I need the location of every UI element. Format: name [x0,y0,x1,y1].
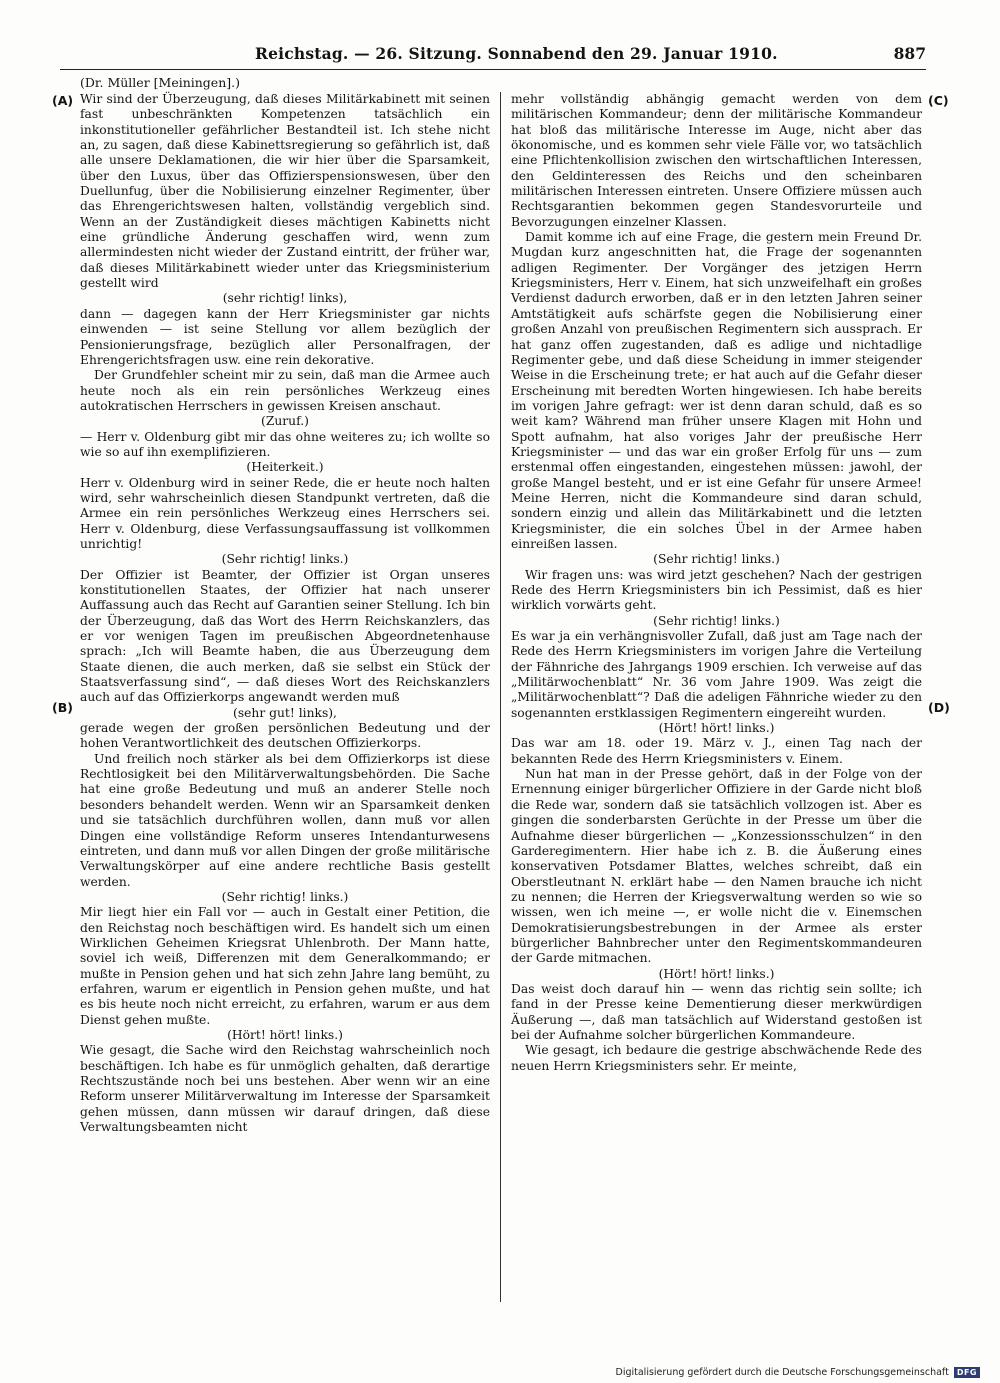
interjection: (Zuruf.) [261,414,309,429]
paragraph: Es war ja ein verhängnisvoller Zufall, daß just am Tage nach der Rede des Herrn Kriegsministers im vorigen Jahre die Verteilung der Fähnriche des Jahrgangs 1909 erschien. Ich verweise auf das „Militärwochenblatt“ Nr. 36 vom Jahre 1909. Was zeigt die „Militärwochenblatt“? Daß die adeligen Fähnriche wieder zu den sogenannten erstklassigen Regimentern eingereiht wurden. [511,629,922,720]
paragraph: mehr vollständig abhängig gemacht werden von dem militärischen Kommandeur; denn der militärische Kommandeur hat bloß das militärische Interesse im Auge, nicht aber das ökonomische, und es kommen sehr viele Fälle vor, wo tatsächlich eine Pflichtenkollision zwischen den wirtschaftlichen Interessen, den Geldinteressen des Reichs und den scheinbaren militärischen Interessen eintreten. Unsere Offiziere müssen auch Rechtsgarantien bekommen gegen Standesvorurteile und Bevorzugungen einzelner Klassen. [511,92,922,229]
paragraph: dann — dagegen kann der Herr Kriegsminister gar nichts einwenden — ist seine Stellung vor allem bezüglich der Pensionierungsfrage, bezüglich aller Personalfragen, der Ehrengerichtsfragen usw. eine rein dekorative. [80,306,490,367]
page-number: 887 [893,44,926,63]
interjection: (Hört! hört! links.) [227,1027,343,1042]
paragraph: Und freilich noch stärker als bei dem Offizierkorps ist diese Rechtlosigkeit bei den Militärverwaltungsbehörden. Die Sache hat eine große Bedeutung und muß an anderer Stelle noch besonders behandelt werden. Wenn wir an Sparsamkeit denken und sie tatsächlich durchführen wollen, dann muß vor allen Dingen eine vollständige Reform unseres Intendanturwesens eintreten, und dann muß vor allen Dingen der große militärische Verwaltungskörper auf eine andere rechtliche Basis gestellt werden. [80,751,490,889]
interjection: (Sehr richtig! links.) [221,552,349,567]
interjection: (sehr richtig! links), [222,291,348,306]
paragraph: Damit komme ich auf eine Frage, die gestern mein Freund Dr. Mugdan kurz angeschnitten hat, die Frage der sogenannten adligen Regimenter. Der Vorgänger des jetzigen Herrn Kriegsministers, Herr v. Einem, hat sich unzweifelhaft ein großes Verdienst dadurch erworben, daß er in den letzten Jahren seiner Amtstätigkeit aufs schärfste gegen die Nobilisierung einer großen Anzahl von preußischen Regimentern sich aussprach. Er hat ganz offen zugestanden, daß es adlige und nichtadlige Regimenter gebe, und daß diese Scheidung in immer steigender Weise in die Erscheinung trete; er hat auch auf die Gefahr dieser Erscheinung mit beredten Worten hingewiesen. Ich habe bereits im vorigen Jahre gefragt: wer ist denn daran schuld, daß es so weit kam? Während man früher unsere Klagen mit Hohn und Spott aufnahm, hat also voriges Jahr der preußische Herr Kriegsminister — und das war ein großer Erfolg für uns — zum erstenmal offen eingestanden, eingestehen müssen: jawohl, der große Mangel besteht, und er ist eine Gefahr für unsere Armee! Meine Herren, nicht die Kommandeure sind daran schuld, sondern einzig und allein das Militärkabinett und die letzten Kriegsminister, die ein solches Übel in der Armee haben einreißen lassen. [511,230,922,551]
right-column [511,92,922,1074]
column-divider [500,92,501,1302]
paragraph: Herr v. Oldenburg wird in seiner Rede, die er heute noch halten wird, sehr wahrscheinlich diesen Standpunkt vertreten, daß die Armee ein rein persönliches Werkzeug eines Herrschers sei. Herr v. Oldenburg, diese Verfassungsauffassung ist vollkommen unrichtig! [80,475,490,551]
page-title: Reichstag. — 26. Sitzung. Sonnabend den 29. Januar 1910. [255,44,778,63]
paragraph: Nun hat man in der Presse gehört, daß in der Folge von der Ernennung einiger bürgerlicher Offiziere in der Garde nicht bloß die Rede war, sondern daß sie tatsächlich vollzogen ist. Aber es gingen die sonderbarsten Gerüchte in der Presse um über die Aufnahme dieser bürgerlichen — „Konzessionsschulzen“ in den Garderegimentern. Hier habe ich z. B. die Äußerung eines konservativen Potsdamer Blattes, welches schreibt, daß ein Oberstleutnant N. erklärt habe — den Namen brauche ich nicht zu nennen; die Herren der Kriegsverwaltung werden so wie so wissen, wen ich meine —, er wolle nicht die v. Einemschen Demokratisierungsbestrebungen in der Armee als erster bürgerlicher Bahnbrecher unter den Regimentskommandeuren der Garde mitmachen. [511,767,922,966]
paragraph: Das weist doch darauf hin — wenn das richtig sein sollte; ich fand in der Presse keine Dementierung dieser merkwürdigen Äußerung —, daß man tatsächlich auf Widerstand gestoßen ist bei der Aufnahme solcher bürgerlichen Kommandeure. [511,981,922,1042]
margin-marker-d: (D) [928,700,950,715]
paragraph: Wie gesagt, ich bedaure die gestrige abschwächende Rede des neuen Herrn Kriegsministers sehr. Er meinte, [511,1043,922,1073]
dfg-logo-icon: DFG [954,1367,980,1378]
paragraph: Wie gesagt, die Sache wird den Reichstag wahrscheinlich noch beschäftigen. Ich habe es für unmöglich gehalten, daß derartige Rechtszustände noch bei uns bestehen. Aber wenn wir an eine Reform unserer Militärverwaltung im Interesse der Sparsamkeit gehen müssen, dann müssen wir darauf dringen, daß diese Verwaltungsbeamten nicht [80,1043,490,1135]
margin-marker-b: (B) [52,700,73,715]
paragraph: Das war am 18. oder 19. März v. J., einen Tag nach der bekannten Rede des Herrn Kriegsministers v. Einem. [511,736,922,766]
interjection: (Sehr richtig! links.) [653,552,780,567]
interjection: (Sehr richtig! links.) [653,613,780,628]
paragraph: Wir sind der Überzeugung, daß dieses Militärkabinett mit seinen fast unbeschränkten Kompetenzen tatsächlich ein inkonstitutioneller gefährlicher Bestandteil ist. Ich stehe nicht an, zu sagen, daß diese Kabinettsregierung so gefährlich ist, daß alle unsere Deklamationen, die wir hier über die Sparsamkeit, über den Luxus, über das Offizierspensionswesen, über den Duellunfug, über die Nobilisierung einzelner Regimenter, über das Ehrengerichtswesen halten, vollständig vergeblich sind. Wenn an der Zuständigkeit dieses mächtigen Kabinetts nicht eine gründliche Änderung geschaffen wird, wenn zum allermindesten nicht wieder der Zustand eintritt, der früher war, daß dieses Militärkabinett wieder unter das Kriegsministerium gestellt wird [80,92,490,291]
interjection: (Heiterkeit.) [246,460,324,475]
footer-credit: Digitalisierung gefördert durch die Deutsche Forschungsgemeinschaft [615,1367,949,1378]
paragraph: Mir liegt hier ein Fall vor — auch in Gestalt einer Petition, die den Reichstag noch beschäftigen wird. Es handelt sich um einen Wirklichen Geheimen Kriegsrat Uhlenbroth. Der Mann hatte, soviel ich weiß, Differenzen mit dem Generalkommando; er mußte in Pension gehen und hat sich zehn Jahre lang bemüht, zu erfahren, warum er eigentlich in Pension gehen mußte, und hat es bis heute noch nicht erreicht, zu erfahren, warum er aus dem Dienst gehen mußte. [80,905,490,1027]
interjection: (Sehr richtig! links.) [221,889,349,904]
page-header [60,44,926,70]
paragraph: Wir fragen uns: was wird jetzt geschehen? Nach der gestrigen Rede des Herrn Kriegsministers bin ich Pessimist, daß es hier wirklich vorwärts geht. [511,567,922,613]
paragraph: — Herr v. Oldenburg gibt mir das ohne weiteres zu; ich wollte so wie so auf ihn exemplifizieren. [80,429,490,459]
speaker-label: (Dr. Müller [Meiningen].) [80,75,240,90]
paragraph: Der Offizier ist Beamter, der Offizier ist Organ unseres konstitutionellen Staates, der Offizier hat nach unserer Auffassung auch das Recht auf Garantien seiner Stellung. Ich bin der Überzeugung, daß das Wort des Herrn Reichskanzlers, das er vor wenigen Tagen im preußischen Abgeordnetenhause sprach: „Ich will Beamte haben, die aus Überzeugung dem Staate dienen, die auch merken, daß sie selbst ein Stück der Staatsverfassung sind“, — daß dieses Wort des Reichskanzlers auch auf das Offizierkorps angewandt werden muß [80,567,490,705]
header-rule [60,69,926,70]
paragraph: gerade wegen der großen persönlichen Bedeutung und der hohen Verantwortlichkeit des deutschen Offizierkorps. [80,721,490,751]
interjection: (sehr gut! links), [233,705,337,720]
left-column [80,92,490,1135]
interjection: (Hört! hört! links.) [658,966,775,981]
margin-marker-c: (C) [928,93,949,108]
margin-marker-a: (A) [52,93,74,108]
interjection: (Hört! hört! links.) [658,721,775,736]
paragraph: Der Grundfehler scheint mir zu sein, daß man die Armee auch heute noch als ein rein persönliches Werkzeug eines autokratischen Herrschers in gewissen Kreisen anschaut. [80,368,490,413]
footer [616,1367,980,1378]
